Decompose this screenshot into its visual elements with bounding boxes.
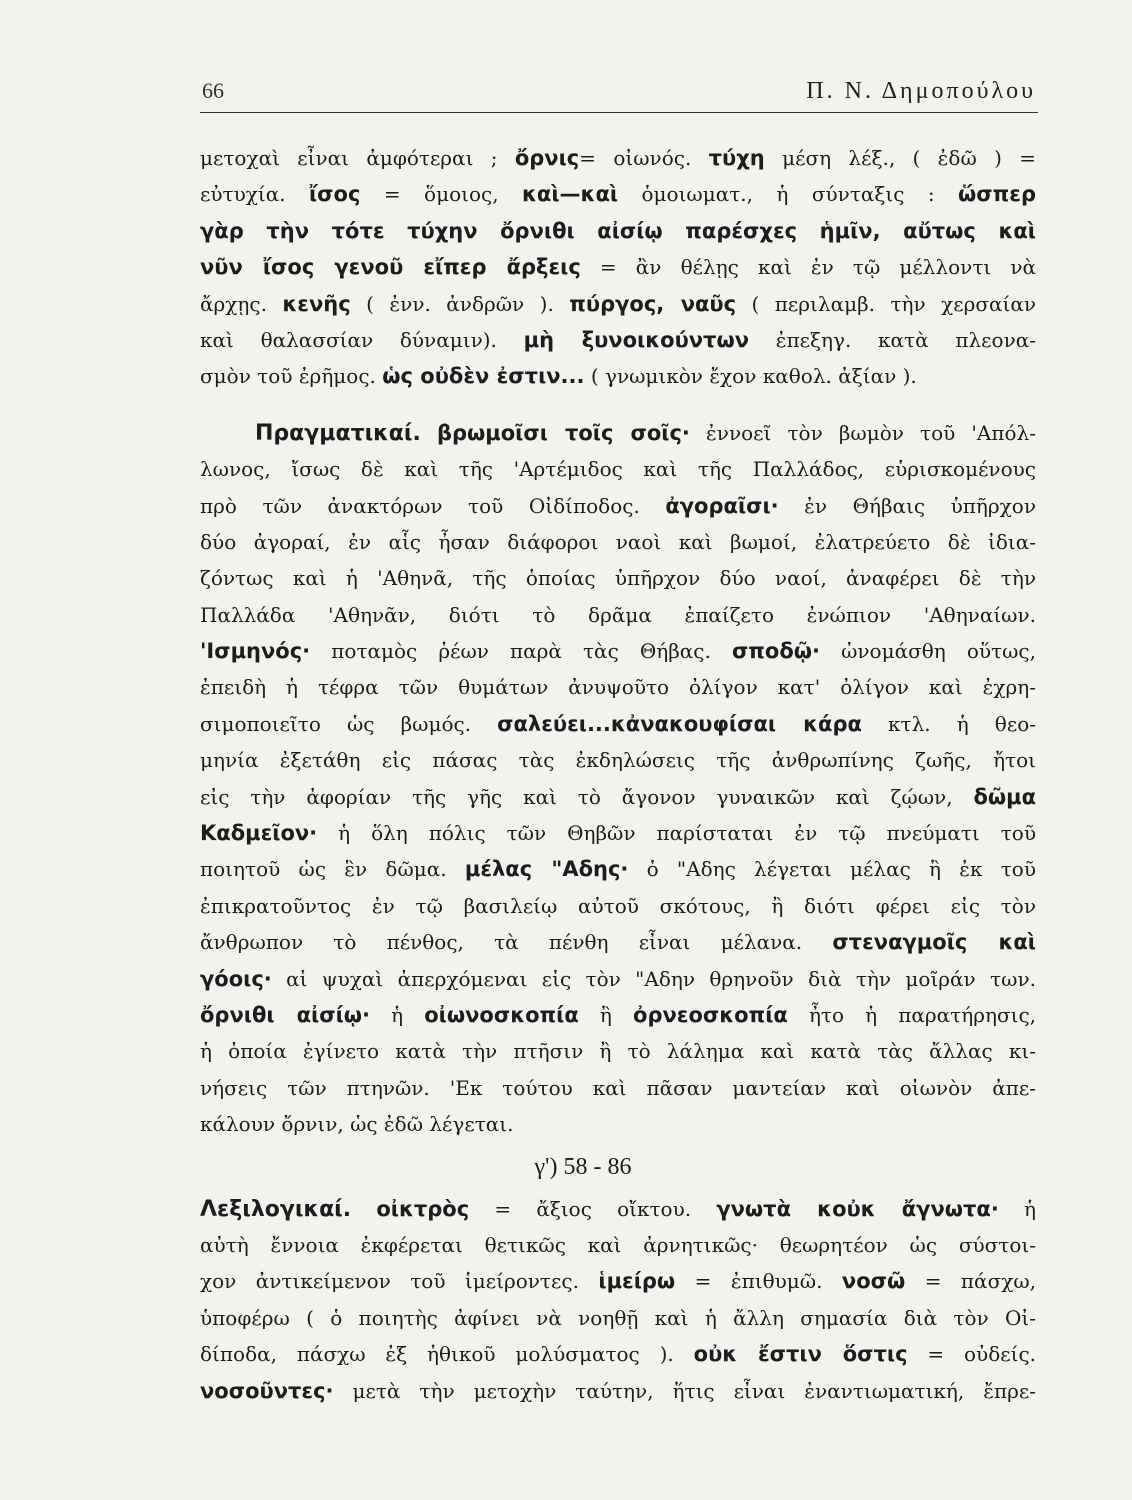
text-line: [200, 779, 1036, 815]
regular-text: ἡ ὁποία ἐγίνετο κατὰ τὴν πτῆσιν ἢ τὸ λάλημα καὶ κατὰ τὰς ἄλλας κι-: [200, 1039, 1036, 1064]
regular-text: αὐτὴ ἔννοια ἐκφέρεται θετικῶς καὶ ἀρνητικῶς· θεωρητέον ὡς σύστοι-: [200, 1232, 1036, 1257]
text-line: [200, 1227, 1036, 1263]
regular-text: ὠνομάσθη οὕτως,: [820, 639, 1036, 664]
bold-term: πύργος, ναῦς: [569, 291, 737, 316]
text-line: [200, 322, 1036, 358]
regular-text: ( γνωμικὸν ἔχον καθολ. ἀξίαν ).: [584, 364, 917, 389]
bold-term: Πραγματικαί.: [255, 420, 421, 446]
regular-text: ὁ "Αδης λέγεται μέλας ἢ ἐκ τοῦ: [628, 857, 1036, 882]
regular-text: ποταμὸς ῥέων παρὰ τὰς Θήβας.: [310, 639, 732, 664]
text-line: [200, 451, 1036, 487]
bold-term: τύχη: [708, 146, 765, 170]
bold-term: Λεξιλογικαί.: [200, 1196, 352, 1222]
regular-text: ἡ: [998, 1196, 1036, 1221]
bold-term: στεναγμοῖς καὶ: [832, 930, 1036, 955]
regular-text: μετοχαὶ εἶναι ἀμφότεραι ;: [200, 146, 515, 170]
regular-text: ἐπεξηγ. κατὰ πλεονα-: [749, 327, 1036, 352]
text-line: [200, 669, 1036, 705]
text-line: [200, 524, 1036, 560]
bold-term: ἀγοραῖσι·: [665, 493, 779, 518]
section-heading: γ') 58 - 86: [534, 1153, 632, 1180]
regular-text: ἡ: [370, 1002, 425, 1027]
text-line: [200, 851, 1036, 887]
text-line: [200, 249, 1036, 285]
regular-text: δύο ἀγοραί, ἐν αἷς ἦσαν διάφοροι ναοὶ καὶ βωμοί, ἐλατρεύετο δὲ ἰδια-: [200, 529, 1036, 554]
regular-text: δίποδα, πάσχω ἐξ ἠθικοῦ μολύσματος ).: [200, 1342, 694, 1367]
regular-text: νήσεις τῶν πτηνῶν. 'Εκ τούτου καὶ πᾶσαν μαντείαν καὶ οἰωνὸν ἀπε-: [200, 1075, 1036, 1100]
regular-text: κάλουν ὄρνιν, ὡς ἐδῶ λέγεται.: [200, 1112, 514, 1137]
text-line: [200, 633, 1036, 669]
regular-text: ἐπικρατοῦντος ἐν τῷ βασιλείῳ αὐτοῦ σκότους, ἢ διότι φέρει εἰς τὸν: [200, 893, 1036, 918]
bold-term: νῦν ἴσος γενοῦ εἴπερ ἄρξεις: [200, 255, 581, 280]
regular-text: ἐπειδὴ ἡ τέφρα τῶν θυμάτων ἀνυψοῦτο ὀλίγον κατ' ὀλίγον καὶ ἐχρη-: [200, 675, 1036, 700]
bold-term: σαλεύει...κἀνακουφίσαι κάρα: [497, 711, 862, 736]
regular-text: καὶ θαλασσίαν δύναμιν).: [200, 327, 524, 352]
regular-text: = ἐπιθυμῶ.: [675, 1269, 842, 1294]
text-line: [200, 140, 1036, 176]
bold-term: μὴ ξυνοικούντων: [523, 327, 750, 352]
bold-term: ὡς οὐδὲν ἐστιν...: [382, 364, 585, 389]
regular-text: ἐννοεῖ τὸν βωμὸν τοῦ 'Απόλ-: [689, 420, 1036, 445]
text-line: [200, 1263, 1036, 1299]
regular-text: ἄρχῃς.: [200, 291, 283, 316]
regular-text: εἰς τὴν ἀφορίαν τῆς γῆς καὶ τὸ ἄγονον γυναικῶν καὶ ζῴων,: [200, 784, 974, 809]
bold-term: ὀρνεοσκοπία: [633, 1002, 788, 1027]
regular-text: ἢ: [578, 1002, 634, 1027]
bold-term: γὰρ τὴν τότε τύχην ὄρνιθι αἰσίῳ παρέσχες ἡμῖν, αὔτως καὶ: [200, 218, 1036, 243]
bold-term: γνωτὰ κοὐκ ἄγνωτα·: [716, 1196, 999, 1221]
text-line: [200, 961, 1036, 997]
regular-text: ἡ ὅλη πόλις τῶν Θηβῶν παρίσταται ἐν τῷ πνεύματι τοῦ: [317, 821, 1036, 846]
running-head: Π. Ν. Δημοπούλου: [806, 78, 1036, 104]
text-line: [200, 924, 1036, 960]
text-line: [200, 742, 1036, 778]
bold-term: γόοις·: [200, 966, 272, 991]
regular-text: = πάσχω,: [905, 1269, 1036, 1294]
bold-term: σποδῷ·: [731, 639, 820, 664]
text-line: [200, 560, 1036, 596]
text-line: [200, 286, 1036, 322]
body-text: [200, 140, 1036, 1409]
text-line: [200, 815, 1036, 851]
page-number: 66: [202, 78, 224, 103]
regular-text: μετὰ τὴν μετοχὴν ταύτην, ἥτις εἶναι ἐναντιωματική, ἔπρε-: [333, 1378, 1036, 1403]
text-line: [200, 1191, 1036, 1227]
regular-text: μηνία ἐξετάθη εἰς πάσας τὰς ἐκδηλώσεις τῆς ἀνθρωπίνης ζωῆς, ἤτοι: [200, 748, 1036, 773]
bold-term: οὐκ ἔστιν ὅστις: [693, 1342, 908, 1367]
text-line: [200, 1336, 1036, 1372]
bold-term: ἴσος: [309, 182, 361, 207]
regular-text: = ὅμοιος,: [360, 182, 522, 207]
text-line: [200, 176, 1036, 212]
bold-term: νοσῶ: [841, 1269, 906, 1294]
regular-text: ( ἐνν. ἀνδρῶν ).: [350, 291, 570, 316]
regular-text: = οἰωνός.: [579, 146, 709, 170]
regular-text: ζόντως καὶ ἡ 'Αθηνᾶ, τῆς ὁποίας ὑπῆρχον δύο ναοί, ἀναφέρει δὲ τὴν: [200, 566, 1036, 591]
text-line: [200, 1373, 1036, 1409]
regular-text: σμὸν τοῦ ἐρῆμος.: [200, 364, 383, 389]
regular-text: = ἄξιος οἴκτου.: [469, 1196, 717, 1221]
regular-text: ἦτο ἡ παρατήρησις,: [787, 1002, 1036, 1027]
bold-term: οἰωνοσκοπία: [424, 1002, 579, 1027]
text-line: [200, 997, 1036, 1033]
text-line: [200, 415, 1036, 451]
regular-text: σιμοποιεῖτο ὡς βωμός.: [200, 711, 498, 736]
text-line: [200, 888, 1036, 924]
regular-text: πρὸ τῶν ἀνακτόρων τοῦ Οἰδίποδος.: [200, 493, 666, 518]
bold-term: καὶ—καὶ: [522, 182, 619, 207]
text-line: [200, 1106, 1036, 1142]
bold-term: Καδμεῖον·: [200, 821, 318, 846]
regular-text: κτλ. ἡ θεο-: [861, 711, 1036, 736]
text-line: [200, 1070, 1036, 1106]
text-line: [200, 597, 1036, 633]
regular-text: = ἂν θέλῃς καὶ ἐν τῷ μέλλοντι νὰ: [580, 255, 1036, 280]
bold-term: οἰκτρὸς: [376, 1196, 470, 1221]
text-line: [200, 1300, 1036, 1336]
bold-term: βρωμοῖσι τοῖς σοῖς·: [436, 420, 690, 445]
bold-term: ὄρνιθι αἰσίῳ·: [200, 1002, 371, 1027]
regular-text: [421, 421, 437, 445]
regular-text: [351, 1197, 376, 1221]
text-line: [200, 358, 1036, 394]
regular-text: ποιητοῦ ὡς ἓν δῶμα.: [200, 857, 465, 882]
page-header: [200, 76, 1038, 113]
bold-term: μέλας "Αδης·: [464, 857, 629, 882]
regular-text: Παλλάδα 'Αθηνᾶν, διότι τὸ δρᾶμα ἐπαίζετο ἐνώπιον 'Αθηναίων.: [200, 602, 1036, 627]
bold-term: ὄρνις: [514, 146, 580, 170]
text-line: [200, 213, 1036, 249]
regular-text: αἱ ψυχαὶ ἀπερχόμεναι εἰς τὸν "Αδην θρηνοῦν διὰ τὴν μοῖράν των.: [271, 966, 1036, 991]
regular-text: ὑποφέρω ( ὁ ποιητὴς ἀφίνει νὰ νοηθῇ καὶ ἡ ἄλλη σημασία διὰ τὸν Οἰ-: [200, 1305, 1036, 1330]
regular-text: μέση λέξ., ( ἐδῶ ) =: [764, 146, 1036, 170]
bold-term: ἱμείρω: [598, 1269, 676, 1294]
regular-text: λωνος, ἴσως δὲ καὶ τῆς 'Αρτέμιδος καὶ τῆς Παλλάδος, εὑρισκομένους: [200, 457, 1036, 482]
regular-text: ὁμοιωματ., ἡ σύνταξις :: [618, 182, 959, 207]
text-line: [200, 488, 1036, 524]
bold-term: δῶμα: [973, 784, 1036, 809]
bold-term: κενῆς: [282, 291, 351, 316]
bold-term: 'Ισμηνός·: [200, 639, 311, 664]
bold-term: νοσοῦντες·: [200, 1378, 334, 1403]
regular-text: εὐτυχία.: [200, 182, 309, 207]
regular-text: χον ἀντικείμενον τοῦ ἱμείροντες.: [200, 1269, 599, 1294]
bold-term: ὥσπερ: [958, 182, 1036, 207]
paragraph-gap: [200, 395, 1036, 415]
regular-text: ἐν Θήβαις ὑπῆρχον: [778, 493, 1036, 518]
regular-text: ( περιλαμβ. τὴν χερσαίαν: [736, 291, 1036, 316]
regular-text: = οὐδείς.: [907, 1342, 1036, 1367]
regular-text: ἄνθρωπον τὸ πένθος, τὰ πένθη εἶναι μέλανα.: [200, 930, 833, 955]
text-line: [200, 1033, 1036, 1069]
text-line: [200, 706, 1036, 742]
